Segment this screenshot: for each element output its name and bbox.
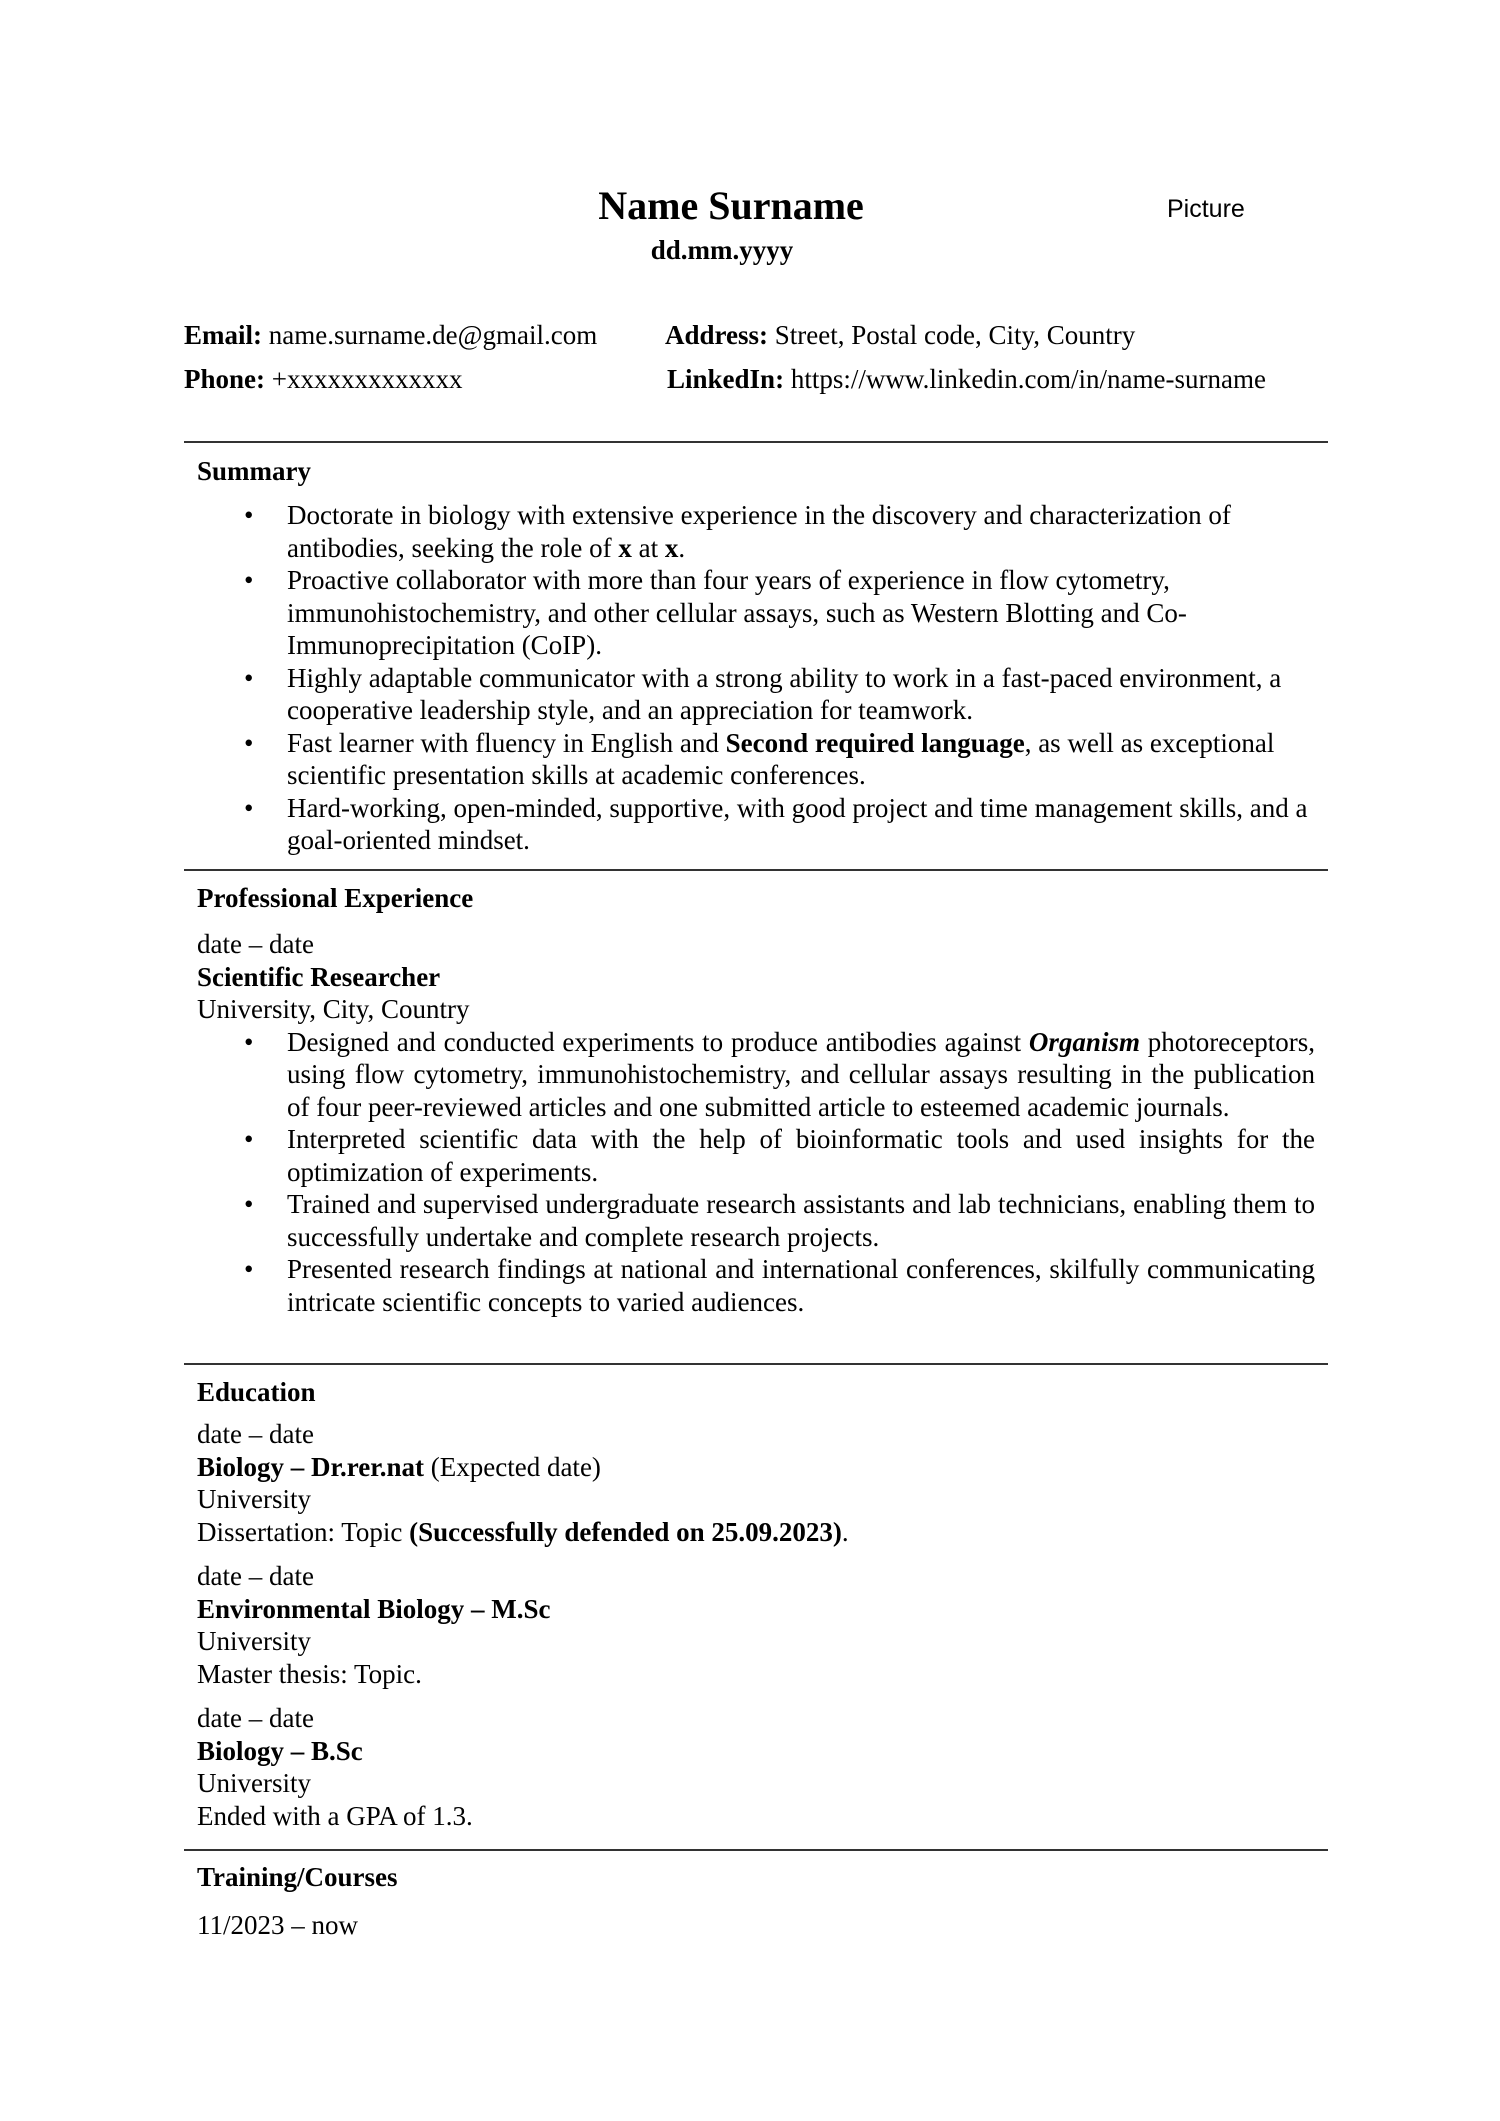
- entry-school: University: [197, 1626, 311, 1656]
- text: Interpreted scientific data with the help of bioinformatic tools and used insights for the optimization of experiments.: [287, 1124, 1315, 1187]
- entry-dates: date – date: [197, 1419, 314, 1449]
- bullet-icon: •: [244, 1026, 254, 1057]
- experience-list: [197, 1026, 1315, 1319]
- candidate-name-text: Name Surname: [598, 183, 864, 228]
- text-bold: (Successfully defended on 25.09.2023): [409, 1516, 842, 1547]
- list-item: [197, 564, 1315, 662]
- header-date-text: dd.mm.yyyy: [650, 235, 794, 265]
- list-item: [197, 499, 1315, 564]
- entry-degree: Biology – B.Sc: [197, 1735, 363, 1766]
- degree-note: (Expected date): [424, 1451, 601, 1482]
- text: Presented research findings at national and international conferences, skilfully communicating intricate scientific concepts to varied audiences.: [287, 1254, 1315, 1317]
- bullet-icon: •: [244, 1189, 254, 1219]
- degree-title: Biology – Dr.rer.nat: [197, 1451, 425, 1482]
- text: .: [678, 532, 686, 563]
- divider: [184, 1849, 1328, 1851]
- bullet-icon: •: [244, 565, 254, 595]
- education-entry: [197, 1418, 1315, 1548]
- text-bold: x: [618, 532, 632, 563]
- header-date: [0, 235, 1500, 266]
- entry-note: [197, 1516, 1315, 1549]
- bullet-icon: •: [244, 792, 254, 823]
- divider: [184, 1363, 1328, 1365]
- text: Designed and conducted experiments to produce antibodies against: [287, 1026, 1029, 1057]
- phone-line: [184, 364, 462, 395]
- text: Dissertation: Topic: [197, 1516, 410, 1547]
- entry-school: University: [197, 1768, 311, 1798]
- summary-section: [197, 455, 1315, 857]
- text: Highly adaptable communicator with a strong ability to work in a fast-paced environment, a cooperative leadership style, and an appreciation for teamwork.: [287, 662, 1282, 725]
- list-item: [197, 1026, 1315, 1124]
- list-item: [197, 1123, 1315, 1188]
- entry-note: Master thesis: Topic.: [197, 1658, 422, 1689]
- text: , as well as exceptional scientific presentation skills at academic conferences.: [287, 727, 1275, 790]
- entry-degree: Environmental Biology – M.Sc: [197, 1593, 551, 1624]
- education-entry: [197, 1560, 1315, 1690]
- bullet-icon: •: [244, 1124, 254, 1154]
- text: Doctorate in biology with extensive experience in the discovery and characterization of antibodies, seeking the role of: [287, 500, 1231, 563]
- text: Proactive collaborator with more than four years of experience in flow cytometry, immunohistochemistry, and other cellular assays, such as Western Blotting and Co-Immunoprecipitation (CoIP).: [287, 565, 1187, 660]
- list-item: [197, 1253, 1315, 1318]
- text: at: [631, 532, 665, 563]
- email-label: Email:: [184, 320, 262, 350]
- text: photoreceptors, using flow cytometry, immunohistochemistry, and cellular assays resulting in the publication of four peer-reviewed articles and one submitted article to esteemed academic journals.: [287, 1026, 1315, 1122]
- email-line: [184, 320, 597, 351]
- section-title: Summary: [197, 456, 311, 486]
- list-item: [197, 792, 1315, 857]
- list-item: [197, 662, 1315, 727]
- text: .: [841, 1516, 849, 1547]
- bullet-icon: •: [244, 500, 254, 530]
- bullet-icon: •: [244, 662, 254, 693]
- text-bold-italic: Organism: [1028, 1026, 1140, 1057]
- entry-degree: [197, 1451, 1315, 1484]
- list-item: [197, 1188, 1315, 1253]
- address-label: Address:: [665, 320, 769, 350]
- education-section: [197, 1376, 1315, 1844]
- entry-role: Scientific Researcher: [197, 961, 441, 992]
- text: Trained and supervised undergraduate research assistants and lab technicians, enabling them to successfully undertake and complete research projects.: [287, 1189, 1315, 1252]
- entry-dates: date – date: [197, 929, 314, 959]
- entry-dates: 11/2023 – now: [197, 1910, 358, 1940]
- experience-entry: [197, 928, 1315, 1318]
- list-item: [197, 727, 1315, 792]
- address-value: Street, Postal code, City, Country: [774, 320, 1136, 350]
- entry-school: University: [197, 1484, 311, 1514]
- summary-list: [197, 499, 1315, 857]
- entry-place: University, City, Country: [197, 994, 470, 1024]
- training-section: [197, 1861, 1315, 1942]
- linkedin-line: [667, 364, 1266, 395]
- experience-section: [197, 882, 1315, 1318]
- text-bold: Second required language: [725, 727, 1025, 758]
- picture-placeholder: Picture: [1167, 195, 1245, 223]
- entry-dates: date – date: [197, 1561, 314, 1591]
- linkedin-label: LinkedIn:: [667, 364, 785, 394]
- email-value[interactable]: name.surname.de@gmail.com: [268, 320, 598, 350]
- section-title: Education: [197, 1377, 316, 1407]
- bullet-icon: •: [244, 1254, 254, 1284]
- entry-note: Ended with a GPA of 1.3.: [197, 1800, 473, 1831]
- phone-value: +xxxxxxxxxxxxx: [271, 364, 463, 394]
- divider: [184, 441, 1328, 443]
- section-title: Professional Experience: [197, 883, 474, 913]
- text: Hard-working, open-minded, supportive, with good project and time management skills, and a goal-oriented mindset.: [287, 792, 1308, 855]
- bullet-icon: •: [244, 727, 254, 758]
- phone-label: Phone:: [184, 364, 265, 394]
- text-bold: x: [664, 532, 679, 563]
- text: Fast learner with fluency in English and: [287, 727, 726, 758]
- candidate-name: [0, 182, 1500, 229]
- entry-dates: date – date: [197, 1703, 314, 1733]
- address-line: [665, 320, 1135, 351]
- divider: [184, 869, 1328, 871]
- education-entry: [197, 1702, 1315, 1832]
- linkedin-link[interactable]: https://www.linkedin.com/in/name-surname: [790, 364, 1266, 394]
- section-title: Training/Courses: [197, 1862, 398, 1892]
